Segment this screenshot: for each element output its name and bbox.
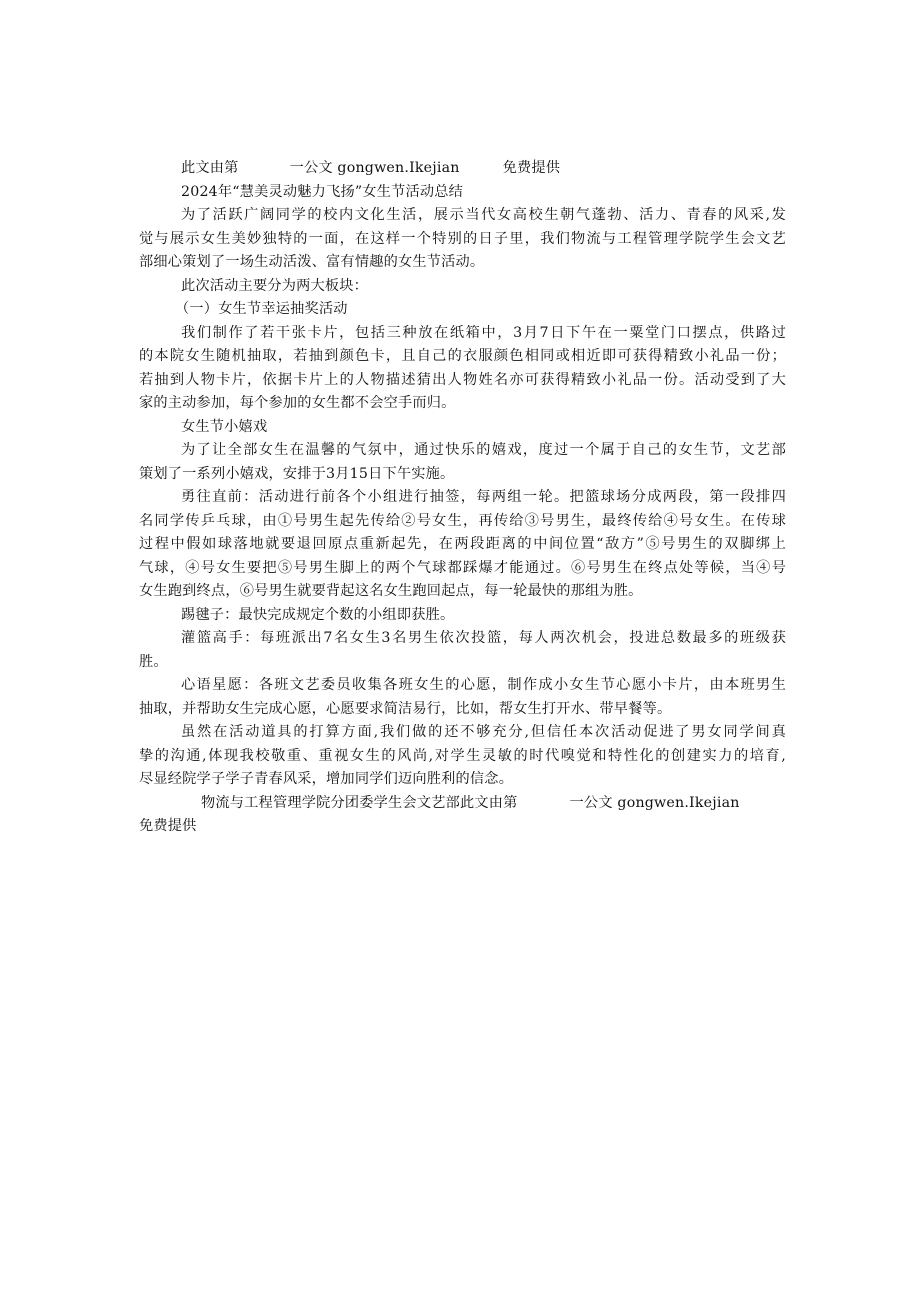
text-line: 部细心策划了一场生动活泼、富有情趣的女生节活动。 (139, 254, 485, 270)
game2-paragraph: 踢毽子：最快完成规定个数的小组即获胜。 (181, 606, 455, 623)
section2-title: 女生节小嬉戏 (181, 418, 268, 435)
document-title: 2024年“慧美灵动魅力飞扬”女生节活动总结 (181, 183, 464, 200)
text-line: 抽取，并帮助女生完成心愿，心愿要求简洁易行，比如，帮女生打开水、带早餐等。 (139, 700, 672, 717)
text-line: 为了让全部女生在温馨的气氛中，通过快乐的嬉戏，度过一个属于自己的女生节，文艺部 (181, 442, 786, 458)
conclusion-paragraph (139, 721, 786, 792)
overview-line: 此次活动主要分为两大板块： (181, 277, 369, 294)
text-line: 勇往直前：活动进行前各个小组进行抽签，每两组一轮。把篮球场分成两段，第一段排四 (181, 489, 786, 505)
text-line: 尽显经院学子学子青春风采，增加同学们迈向胜利的信念。 (139, 771, 514, 787)
intro-paragraph (139, 204, 786, 275)
section2-paragraph (139, 439, 786, 486)
document-body (139, 157, 786, 839)
text-line: 虽然在活动道具的打算方面,我们做的还不够充分,但信任本次活动促进了男女同学间真 (181, 724, 786, 740)
footer-source-suffix: 免费提供 (139, 818, 197, 834)
footer-signature: 物流与工程管理学院分团委学生会文艺部 (201, 794, 460, 811)
text-line: 策划了一系列小嬉戏，安排于3月15日下午实施。 (139, 465, 455, 482)
text-line: 女生跑到终点，⑥号男生就要背起这名女生跑回起点，每一轮最快的那组为胜。 (139, 583, 643, 599)
text-line: 的本院女生随机抽取，若抽到颜色卡，且自己的衣服颜色相同或相近即可获得精致小礼品一份； (139, 348, 786, 364)
text-line: 名同学传乒乓球，由①号男生起先传给②号女生，再传给③号男生，最终传给④号女生。在传球 (139, 512, 786, 529)
text-line: 若抽到人物卡片，依据卡片上的人物描述猜出人物姓名亦可获得精致小礼品一份。活动受到了大 (139, 371, 786, 388)
footer-signature-line (139, 792, 786, 816)
source-suffix: 免费提供 (502, 160, 561, 176)
text-line: 心语星愿：各班文艺委员收集各班女生的心愿，制作成小女生节心愿小卡片，由本班男生 (181, 677, 786, 693)
game4-paragraph (139, 674, 786, 721)
footer-source-prefix: 此文由第 (459, 794, 518, 811)
text-line: 为了活跃广阔同学的校内文化生活，展示当代女高校生朝气蓬勃、活力、青春的风采,发 (181, 207, 786, 223)
text-line: 气球，④号女生要把⑤号男生脚上的两个气球都踩爆才能通过。⑥号男生在终点处等候，当④号 (139, 559, 786, 576)
text-line: 胜。 (139, 653, 168, 670)
section1-paragraph (139, 322, 786, 416)
source-prefix: 此文由第 (181, 160, 239, 176)
source-site: 一公文 gongwen.Ikejian (289, 160, 460, 176)
source-header (139, 157, 786, 181)
game1-paragraph (139, 486, 786, 604)
section1-title: （一）女生节幸运抽奖活动 (175, 301, 348, 317)
text-line: 我们制作了若干张卡片，包括三种放在纸箱中，3月7日下午在一粟堂门口摆点，供路过 (181, 324, 786, 341)
text-line: 家的主动参加，每个参加的女生都不会空手而归。 (139, 395, 456, 411)
text-line: 灌篮高手：每班派出7名女生3名男生依次投篮，每人两次机会，投进总数最多的班级获 (181, 630, 786, 646)
text-line: 过程中假如球落地就要退回原点重新起先，在两段距离的中间位置“敌方”⑤号男生的双脚绑上 (139, 536, 786, 552)
text-line: 挚的沟通,体现我校敬重、重视女生的风尚,对学生灵敏的时代嗅觉和特性化的创建实力的培育, (139, 747, 786, 764)
game3-paragraph (139, 627, 786, 674)
text-line: 觉与展示女生美妙独特的一面，在这样一个特别的日子里，我们物流与工程管理学院学生会文艺 (139, 230, 786, 247)
footer-source-site: 一公文 gongwen.Ikejian (569, 794, 740, 811)
